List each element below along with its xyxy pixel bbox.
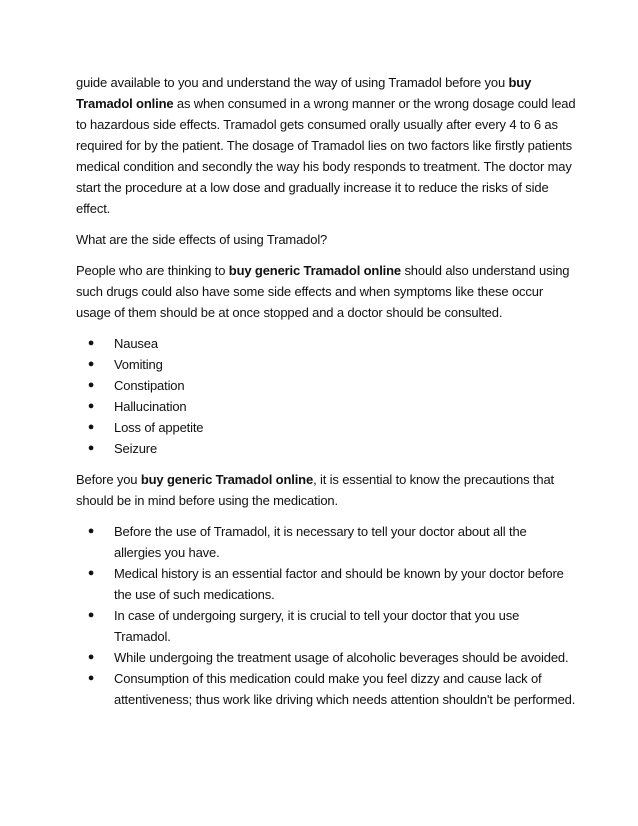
precautions-text-b: , it is essential to know the precautions that should be in mind before using the medication. xyxy=(76,472,555,508)
list-item xyxy=(76,333,576,354)
list-item xyxy=(76,354,576,375)
side-effects-question: What are the side effects of using Tramadol? xyxy=(76,232,328,247)
precaution-text: Consumption of this medication could make you feel dizzy and cause lack of attentiveness; thus work like driving which needs attention shouldn't be performed. xyxy=(114,671,576,707)
intro-text-b: as when consumed in a wrong manner or the wrong dosage could lead to hazardous side effects. Tramadol gets consumed orally usually after every 4 to 6 as required for by the patient. The dosage of Tramadol lies on two factors like firstly patients medical condition and secondly the way his body responds to treatment. The doctor may start the procedure at a low dose and gradually increase it to reduce the risks of side effect. xyxy=(76,96,576,216)
side-effect-label: Loss of appetite xyxy=(114,420,204,435)
bullet-icon: ● xyxy=(87,358,95,370)
precaution-text: In case of undergoing surgery, it is crucial to tell your doctor that you use Tramadol. xyxy=(114,608,520,644)
precaution-text: Medical history is an essential factor and should be known by your doctor before the use of such medications. xyxy=(114,566,564,602)
precautions-list xyxy=(76,521,576,710)
buy-generic-tramadol-keyword: buy generic Tramadol online xyxy=(228,263,401,278)
side-effect-label: Constipation xyxy=(114,378,185,393)
intro-text-a: guide available to you and understand the way of using Tramadol before you xyxy=(76,75,509,90)
bullet-icon: ● xyxy=(87,337,95,349)
list-item xyxy=(76,521,576,563)
bullet-icon: ● xyxy=(87,421,95,433)
bullet-icon: ● xyxy=(87,609,95,621)
bullet-icon: ● xyxy=(87,442,95,454)
side-effects-text-b: should also understand using such drugs could also have some side effects and when symptoms like these occur usage of them should be at once stopped and a doctor should be consulted. xyxy=(76,263,570,320)
side-effect-label: Hallucination xyxy=(114,399,187,414)
precautions-paragraph xyxy=(76,469,576,511)
side-effect-label: Vomiting xyxy=(114,357,163,372)
side-effects-list xyxy=(76,333,576,459)
bullet-icon: ● xyxy=(87,400,95,412)
buy-generic-tramadol-keyword: buy generic Tramadol online xyxy=(140,472,314,487)
intro-paragraph xyxy=(76,72,576,219)
side-effect-label: Nausea xyxy=(114,336,158,351)
bullet-icon: ● xyxy=(87,525,95,537)
precautions-text-a: Before you xyxy=(76,472,141,487)
precaution-text: Before the use of Tramadol, it is necessary to tell your doctor about all the allergies you have. xyxy=(114,524,527,560)
side-effect-label: Seizure xyxy=(114,441,158,456)
list-item xyxy=(76,375,576,396)
bullet-icon: ● xyxy=(87,651,95,663)
precaution-text: While undergoing the treatment usage of alcoholic beverages should be avoided. xyxy=(114,650,569,665)
list-item xyxy=(76,563,576,605)
list-item xyxy=(76,668,576,710)
list-item xyxy=(76,647,576,668)
document-page xyxy=(76,72,576,720)
buy-tramadol-online-keyword: buy Tramadol online xyxy=(76,75,532,111)
side-effects-paragraph xyxy=(76,260,576,323)
side-effects-text-a: People who are thinking to xyxy=(76,263,229,278)
list-item xyxy=(76,605,576,647)
list-item xyxy=(76,396,576,417)
bullet-icon: ● xyxy=(87,672,95,684)
bullet-icon: ● xyxy=(87,379,95,391)
list-item xyxy=(76,417,576,438)
list-item xyxy=(76,438,576,459)
bullet-icon: ● xyxy=(87,567,95,579)
